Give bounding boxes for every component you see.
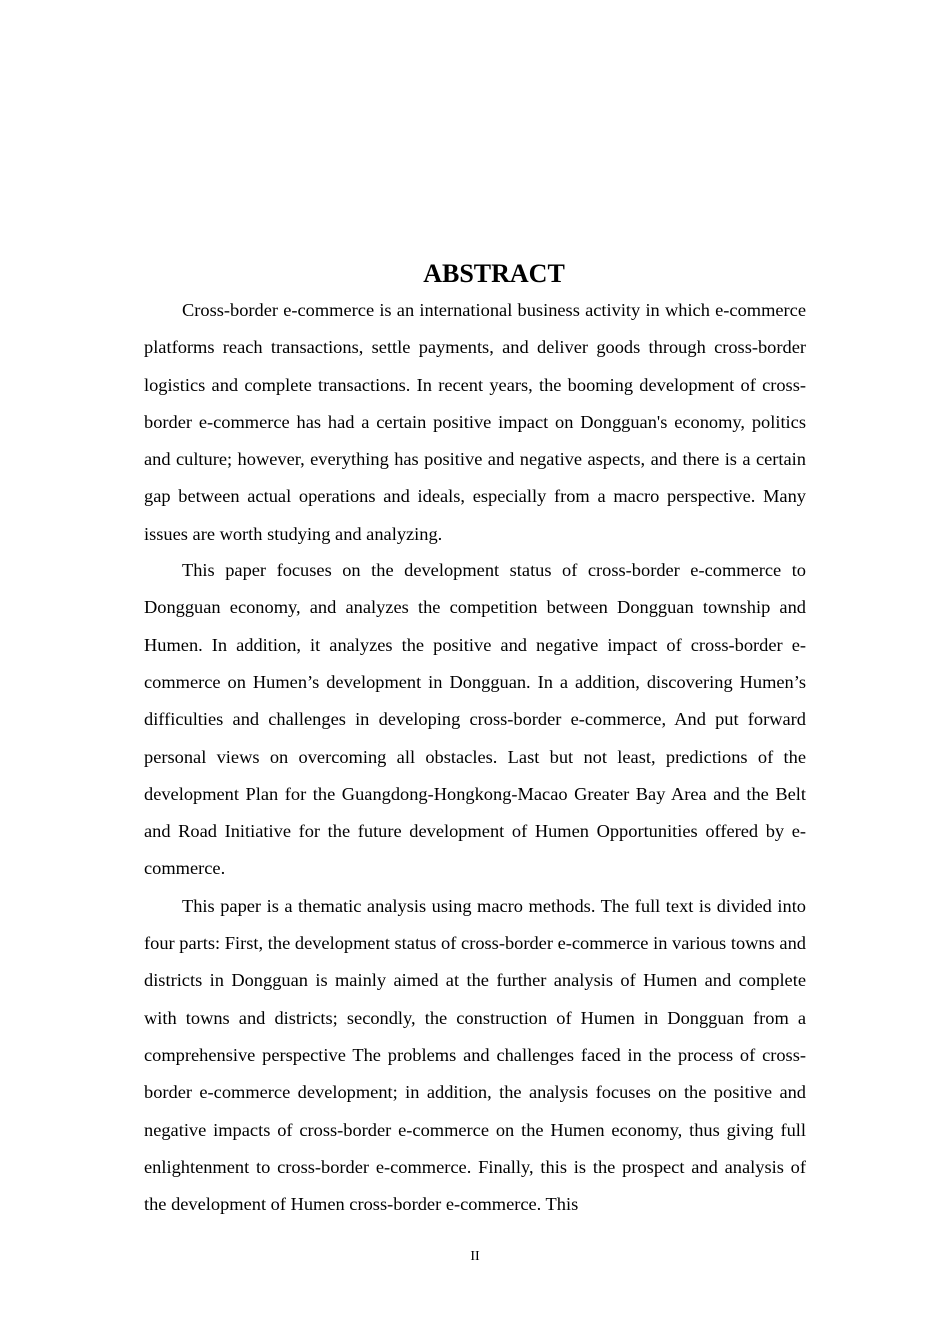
abstract-paragraph-1: Cross-border e-commerce is an international business activity in which e-commerce platforms reach transactions, settle payments, and deliver goods through cross-border logistics and complete transactions. In recent years, the booming development of cross-border e-commerce has had a certain positive impact on Dongguan's economy, politics and culture; however, everything has positive and negative aspects, and there is a certain gap between actual operations and ideals, especially from a macro perspective. Many issues are worth studying and analyzing. [144, 300, 806, 544]
abstract-paragraph-2: This paper focuses on the development status of cross-border e-commerce to Dongguan economy, and analyzes the competition between Dongguan township and Humen. In addition, it analyzes the positive and negative impact of cross-border e-commerce on Humen’s development in Dongguan. In a addition, discovering Humen’s difficulties and challenges in developing cross-border e-commerce, And put forward personal views on overcoming all obstacles. Last but not least, predictions of the development Plan for the Guangdong-Hongkong-Macao Greater Bay Area and the Belt and Road Initiative for the future development of Humen Opportunities offered by e-commerce. [144, 560, 806, 879]
abstract-title: ABSTRACT [423, 259, 565, 288]
abstract-body [144, 292, 806, 1223]
abstract-paragraph-3: This paper is a thematic analysis using macro methods. The full text is divided into four parts: First, the development status of cross-border e-commerce in various towns and districts in Dongguan is mainly aimed at the further analysis of Humen and complete with towns and districts; secondly, the construction of Humen in Dongguan from a comprehensive perspective The problems and challenges faced in the process of cross-border e-commerce development; in addition, the analysis focuses on the positive and negative impacts of cross-border e-commerce on the Humen economy, thus giving full enlightenment to cross-border e-commerce. Finally, this is the prospect and analysis of the development of Humen cross-border e-commerce. This [144, 895, 806, 1215]
page-number: II [470, 1249, 480, 1264]
